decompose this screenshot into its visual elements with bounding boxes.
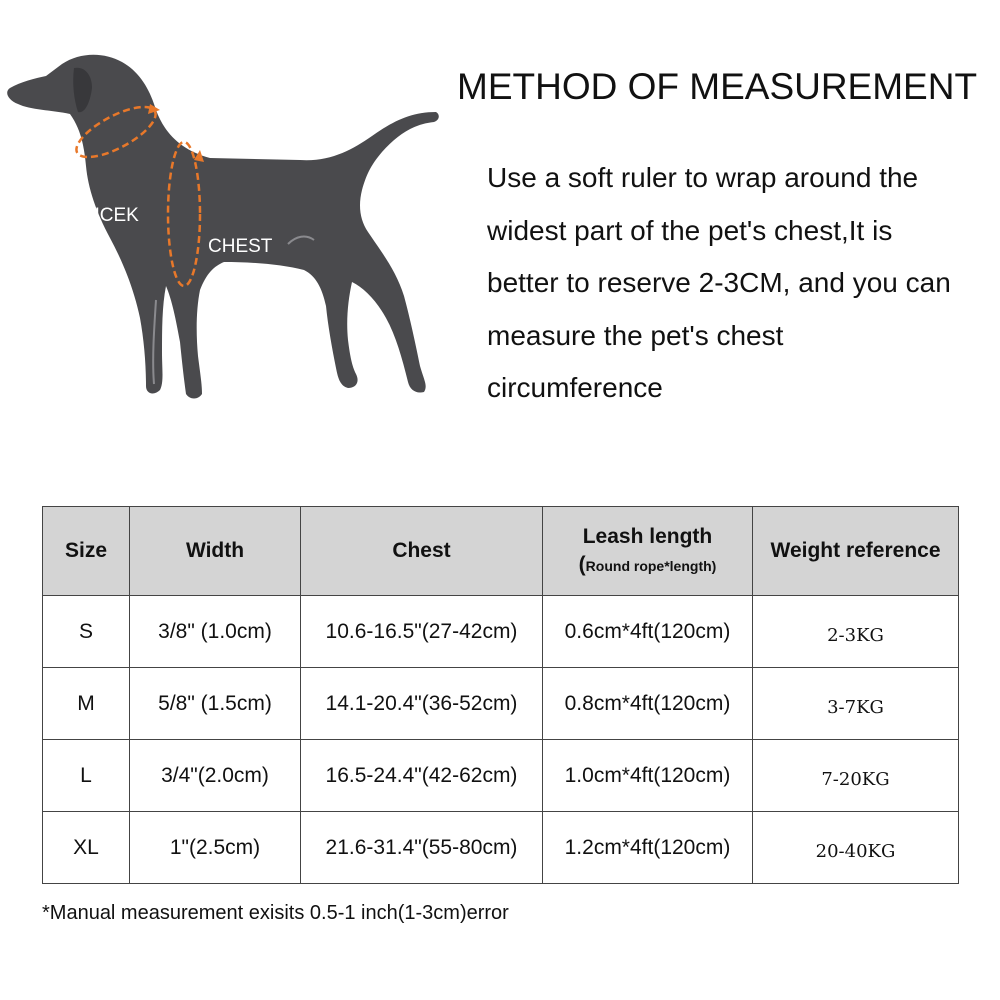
- cell-weight: 2-3KG: [753, 596, 959, 668]
- instructions: [487, 152, 992, 415]
- page-title: METHOD OF MEASUREMENT: [457, 66, 978, 107]
- header-leash-title: Leash length: [582, 525, 713, 548]
- cell-size: L: [43, 740, 130, 812]
- table-row: [43, 596, 959, 668]
- cell-chest: 16.5-24.4"(42-62cm): [301, 740, 543, 812]
- cell-width: 5/8" (1.5cm): [130, 668, 301, 740]
- instruction-line: better to reserve 2-3CM, and you can: [487, 267, 951, 298]
- table-row: [43, 812, 959, 884]
- instruction-line: widest part of the pet's chest,It is: [487, 214, 893, 246]
- cell-leash: 0.6cm*4ft(120cm): [543, 596, 753, 668]
- cell-leash: 1.2cm*4ft(120cm): [543, 812, 753, 884]
- chest-label: CHEST: [208, 236, 273, 257]
- header-size: Size: [43, 507, 130, 596]
- cell-chest: 14.1-20.4"(36-52cm): [301, 668, 543, 740]
- table-row: [43, 740, 959, 812]
- cell-size: S: [43, 596, 130, 668]
- header-leash-length: [543, 507, 753, 596]
- size-chart-table: [42, 506, 959, 884]
- cell-chest: 21.6-31.4"(55-80cm): [301, 812, 543, 884]
- instruction-line: measure the pet's chest: [487, 319, 784, 351]
- cell-weight: 3-7KG: [753, 668, 959, 740]
- header-width: Width: [130, 507, 301, 596]
- cell-weight: 7-20KG: [753, 740, 959, 812]
- header-leash-subtitle: [543, 553, 752, 577]
- header-leash-paren: (: [578, 553, 586, 576]
- cell-leash: 0.8cm*4ft(120cm): [543, 668, 753, 740]
- table-header-row: [43, 507, 959, 596]
- dog-illustration: [0, 40, 460, 440]
- cell-width: 3/8" (1.0cm): [130, 596, 301, 668]
- header-chest: Chest: [301, 507, 543, 596]
- footnote: *Manual measurement exisits 0.5-1 inch(1-3cm)error: [42, 902, 509, 924]
- cell-width: 3/4"(2.0cm): [130, 740, 301, 812]
- table-row: [43, 668, 959, 740]
- instruction-line: circumference: [487, 372, 663, 403]
- neck-label: NCEK: [86, 205, 139, 226]
- cell-width: 1"(2.5cm): [130, 812, 301, 884]
- instruction-line: Use a soft ruler to wrap around the: [487, 162, 919, 193]
- cell-size: M: [43, 668, 130, 740]
- cell-size: XL: [43, 812, 130, 884]
- header-leash-sub-text: Round rope*length): [585, 558, 717, 574]
- header-weight: Weight reference: [753, 507, 959, 596]
- cell-chest: 10.6-16.5"(27-42cm): [301, 596, 543, 668]
- cell-weight: 20-40KG: [753, 812, 959, 884]
- cell-leash: 1.0cm*4ft(120cm): [543, 740, 753, 812]
